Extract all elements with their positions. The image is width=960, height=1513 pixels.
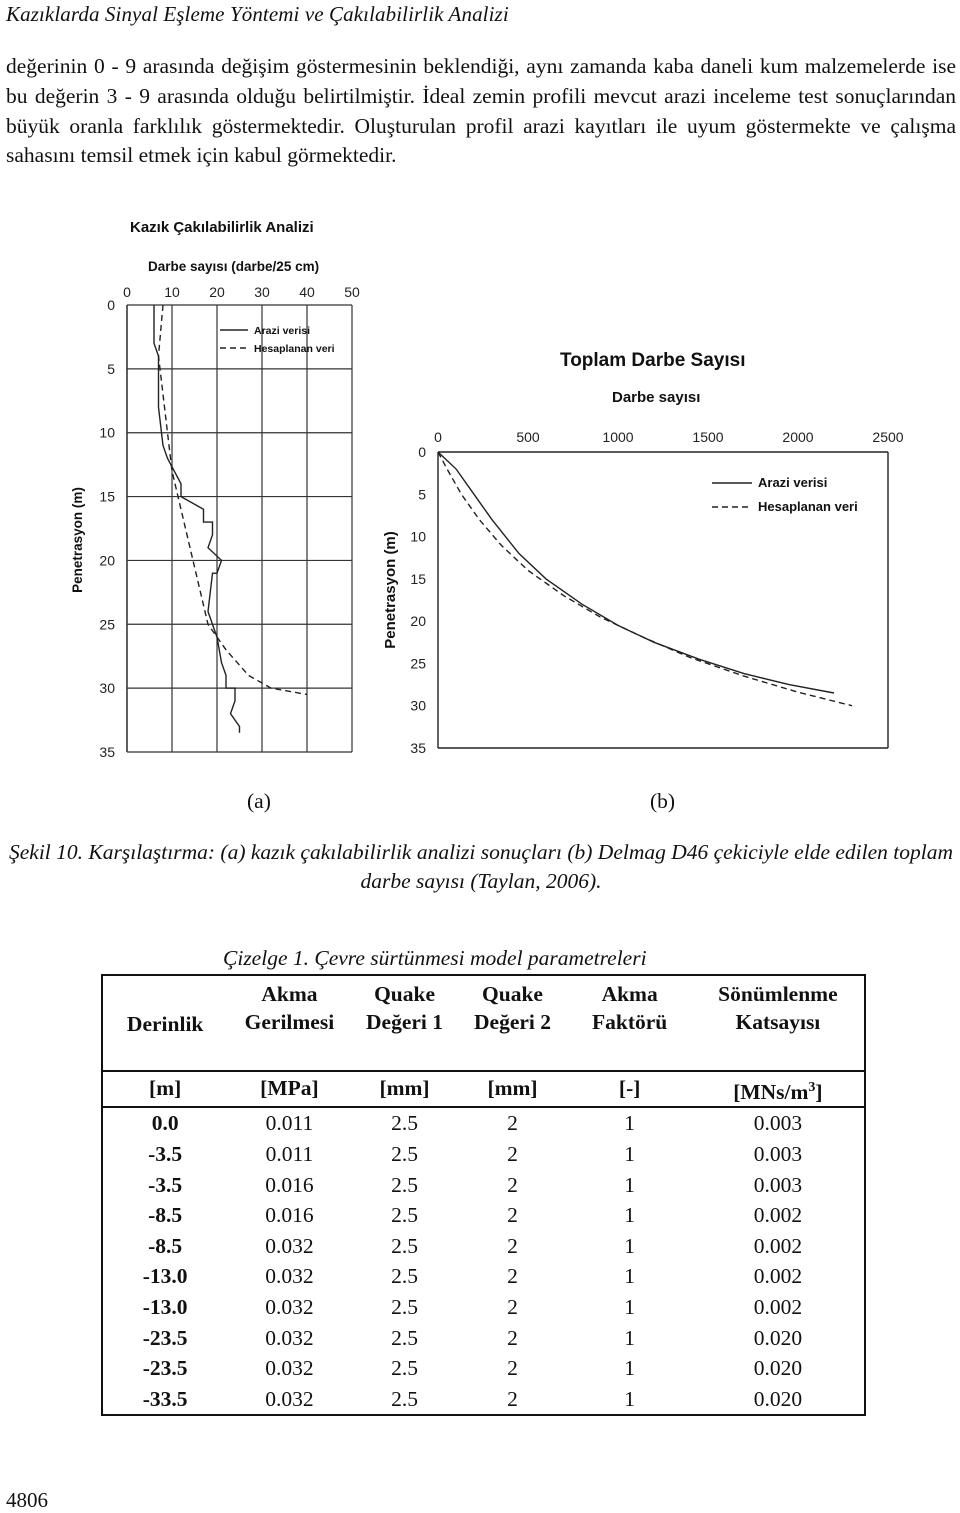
chart-a-grid: [127, 305, 352, 752]
x-tick-label: 30: [254, 284, 270, 300]
cell-depth: -8.5: [148, 1203, 183, 1228]
unit-akma-faktoru: [-]: [568, 1071, 692, 1107]
table-header-row: [102, 975, 865, 1071]
table-row: [102, 1292, 865, 1323]
x-tick-label: 0: [434, 429, 442, 445]
x-tick-label: 20: [209, 284, 225, 300]
table-unit-row: [102, 1071, 865, 1107]
table-cell: 0.020: [753, 1386, 803, 1411]
legend-label: Arazi verisi: [758, 475, 828, 490]
table-cell: 2.5: [391, 1142, 418, 1167]
table-cell: 2.5: [391, 1233, 418, 1258]
cell-depth: -3.5: [148, 1142, 183, 1167]
y-tick-label: 0: [418, 444, 426, 460]
table-row: [102, 1231, 865, 1262]
table-row: [102, 1169, 865, 1200]
table-cell: 2: [507, 1111, 518, 1136]
y-tick-label: 20: [410, 613, 426, 630]
table-cell: 2: [507, 1142, 518, 1167]
cell-depth: -33.5: [142, 1386, 188, 1411]
unit-sonumlenme-base: [MNs/m: [733, 1080, 809, 1105]
cell-depth: -8.5: [148, 1233, 183, 1258]
y-tick-label: 0: [107, 297, 115, 313]
x-tick-label: 2500: [872, 429, 904, 445]
table-cell: 2.5: [391, 1264, 418, 1289]
x-tick-label: 500: [516, 429, 540, 445]
legend-label: Hesaplanan veri: [254, 343, 335, 355]
cell-depth: -3.5: [148, 1172, 183, 1197]
table-cell: 0.011: [265, 1111, 314, 1136]
table-cell: 0.032: [265, 1295, 314, 1320]
x-tick-label: 1500: [692, 429, 724, 445]
table-row: [102, 1139, 865, 1170]
y-tick-label: 15: [410, 570, 426, 587]
y-tick-label: 15: [99, 488, 115, 505]
figure-caption: Şekil 10. Karşılaştırma: (a) kazık çakılabilirlik analizi sonuçları (b) Delmag D46 çekiciyle elde edilen toplam darbe sayısı (Taylan, 2006).: [8, 840, 954, 893]
x-tick-label: 40: [299, 284, 315, 300]
table-cell: 0.002: [753, 1203, 803, 1228]
x-tick-label: 10: [164, 284, 180, 300]
table-cell: 1: [624, 1356, 636, 1381]
table-cell: 1: [624, 1295, 636, 1320]
table-cell: 2: [507, 1203, 518, 1228]
chart-b-frame: [438, 452, 888, 748]
header-derinlik: Derinlik: [102, 975, 227, 1071]
table-cell: 1: [624, 1142, 636, 1167]
y-tick-label: 35: [99, 744, 115, 760]
table-cell: 0.002: [753, 1295, 803, 1320]
unit-sonumlenme: [692, 1071, 865, 1107]
table-cell: 2: [507, 1172, 518, 1197]
unit-derinlik: [m]: [102, 1071, 227, 1107]
table-title: Çizelge 1. Çevre sürtünmesi model parametreleri: [223, 946, 647, 970]
table-cell: 0.032: [265, 1325, 314, 1350]
header-sonumlenme: Sönümlenme Katsayısı: [692, 975, 865, 1071]
table-cell: 2.5: [391, 1295, 418, 1320]
table-cell: 2: [507, 1295, 518, 1320]
table-row: [102, 1107, 865, 1139]
y-tick-label: 35: [410, 740, 426, 756]
chart-b-xlabel: Darbe sayısı: [612, 389, 701, 406]
header-quake-1: Quake Değeri 1: [352, 975, 458, 1071]
x-tick-label: 1000: [602, 429, 634, 445]
chart-total-blows: [370, 340, 930, 770]
table-cell: 0.002: [753, 1233, 803, 1258]
table-cell: 2.5: [391, 1325, 418, 1350]
y-tick-label: 20: [99, 552, 115, 569]
table-cell: 2.5: [391, 1356, 418, 1381]
table-cell: 2: [507, 1264, 518, 1289]
unit-akma-gerilmesi: [MPa]: [227, 1071, 351, 1107]
table-cell: 1: [624, 1233, 636, 1258]
table-cell: 2.5: [391, 1111, 418, 1136]
legend-label: Arazi verisi: [254, 325, 311, 337]
chart-b-legend: [712, 475, 858, 514]
table-row: [102, 1322, 865, 1353]
running-title: Kazıklarda Sinyal Eşleme Yöntemi ve Çakılabilirlik Analizi: [6, 2, 509, 26]
table-cell: 2.5: [391, 1203, 418, 1228]
chart-b-ylabel: Penetrasyon (m): [382, 531, 399, 649]
table-cell: 0.016: [265, 1172, 314, 1197]
chart-a-ylabel: Penetrasyon (m): [70, 487, 85, 593]
body-paragraph: değerinin 0 - 9 arasında değişim göstermesinin beklendiği, aynı zamanda kaba daneli kum malzemelerde ise bu değerin 3 - 9 arasında olduğu belirtilmiştir. İdeal zemin profili mevcut arazi inceleme test sonuçlarından büyük oranla farklılık göstermektedir. Oluşturulan profil arazi kayıtları ile uyum göstermekte ve çalışma sahasını temsil etmek için kabul görmektedir.: [6, 54, 956, 168]
table-cell: 0.032: [265, 1233, 314, 1258]
table-cell: 1: [624, 1386, 636, 1411]
chart-b-ticks: [410, 429, 903, 756]
table-row: [102, 1353, 865, 1384]
table-cell: 1: [624, 1172, 636, 1197]
table-row: [102, 1200, 865, 1231]
y-tick-label: 25: [410, 655, 426, 672]
table-cell: 2.5: [391, 1386, 418, 1411]
cell-depth: -13.0: [142, 1295, 188, 1320]
cell-depth: 0.0: [151, 1111, 179, 1136]
x-tick-label: 0: [123, 284, 131, 300]
table-cell: 2.5: [391, 1172, 418, 1197]
table-cell: 0.003: [753, 1111, 803, 1136]
table-cell: 1: [624, 1111, 636, 1136]
table-cell: 0.020: [753, 1325, 803, 1350]
y-tick-label: 10: [99, 424, 115, 441]
y-tick-label: 30: [410, 697, 426, 714]
series-line-calculated: [159, 305, 311, 695]
unit-quake-2: [mm]: [458, 1071, 568, 1107]
table-cell: 2: [507, 1233, 518, 1258]
table-cell: 2: [507, 1386, 518, 1411]
unit-quake-1: [mm]: [352, 1071, 458, 1107]
table-cell: 0.003: [753, 1142, 803, 1167]
chart-b-series: [438, 452, 852, 706]
table-cell: 0.032: [265, 1386, 314, 1411]
table-cell: 2: [507, 1356, 518, 1381]
table-cell: 1: [624, 1203, 636, 1228]
table-cell: 0.032: [265, 1264, 314, 1289]
table-cell: 0.011: [265, 1142, 314, 1167]
table-cell: 0.032: [265, 1356, 314, 1381]
table-cell: 0.003: [753, 1172, 803, 1197]
unit-sonumlenme-close: ]: [815, 1080, 823, 1105]
table-cell: 0.020: [753, 1356, 803, 1381]
series-line-calculated: [438, 452, 852, 706]
cell-depth: -13.0: [142, 1264, 188, 1289]
y-tick-label: 5: [107, 360, 115, 377]
table-body: [102, 1107, 865, 1415]
x-tick-label: 2000: [782, 429, 814, 445]
table-cell: 0.016: [265, 1203, 314, 1228]
header-akma-faktoru: Akma Faktörü: [568, 975, 692, 1071]
table-row: [102, 1384, 865, 1416]
figure-label-a: (a): [247, 789, 271, 813]
y-tick-label: 5: [418, 486, 426, 503]
chart-drivability: [60, 210, 380, 780]
table-cell: 2: [507, 1325, 518, 1350]
y-tick-label: 10: [410, 528, 426, 545]
table-cell: 1: [624, 1264, 636, 1289]
page-number: 4806: [6, 1488, 48, 1512]
x-tick-label: 50: [344, 284, 360, 300]
chart-b-title: Toplam Darbe Sayısı: [560, 350, 746, 371]
cell-depth: -23.5: [142, 1325, 188, 1350]
legend-label: Hesaplanan veri: [758, 499, 858, 514]
unit-sonumlenme-exponent: 3: [808, 1080, 816, 1095]
chart-a-legend: [220, 325, 335, 355]
chart-a-xlabel: Darbe sayısı (darbe/25 cm): [148, 259, 320, 274]
table-cell: 1: [624, 1325, 636, 1350]
table-row: [102, 1261, 865, 1292]
parameter-table: [101, 974, 866, 1416]
y-tick-label: 25: [99, 616, 115, 633]
table-cell: 0.002: [753, 1264, 803, 1289]
header-quake-2: Quake Değeri 2: [458, 975, 568, 1071]
header-akma-gerilmesi: Akma Gerilmesi: [227, 975, 351, 1071]
figure-label-b: (b): [650, 789, 676, 813]
chart-a-title: Kazık Çakılabilirlik Analizi: [130, 219, 314, 236]
cell-depth: -23.5: [142, 1356, 188, 1381]
y-tick-label: 30: [99, 680, 115, 697]
